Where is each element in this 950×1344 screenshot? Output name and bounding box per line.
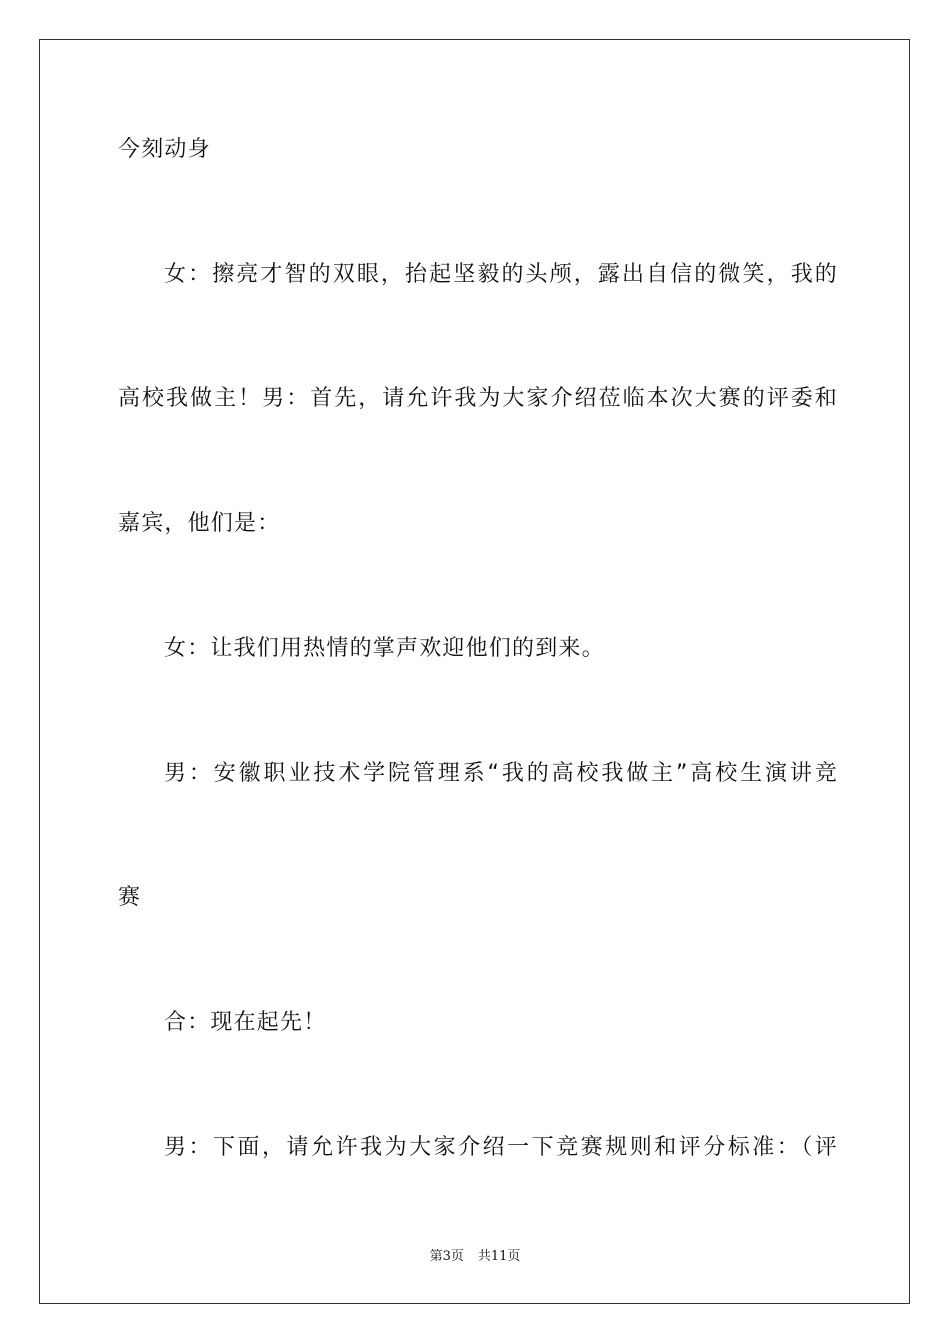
text-line: 嘉宾，他们是： [118,511,281,536]
page-border [39,39,910,1304]
page-number: 第3页 [429,1249,464,1264]
text-line: 高校我做主！男：首先，请允许我为大家介绍莅临本次大赛的评委和 [118,386,838,411]
text-line: 女：让我们用热情的掌声欢迎他们的到来。 [164,636,605,661]
page-footer [0,1248,950,1266]
text-line: 今刻动身 [118,137,211,162]
text-line: 男：下面，请允许我为大家介绍一下竞赛规则和评分标准：（评 [164,1135,838,1160]
text-line: 赛 [118,885,142,910]
text-line: 女：擦亮才智的双眼，抬起坚毅的头颅，露出自信的微笑，我的 [164,262,838,287]
total-pages: 共11页 [477,1249,521,1264]
text-line: 合：现在起先！ [164,1010,327,1035]
text-line: 男：安徽职业技术学院管理系“我的高校我做主”高校生演讲竞 [164,761,838,786]
